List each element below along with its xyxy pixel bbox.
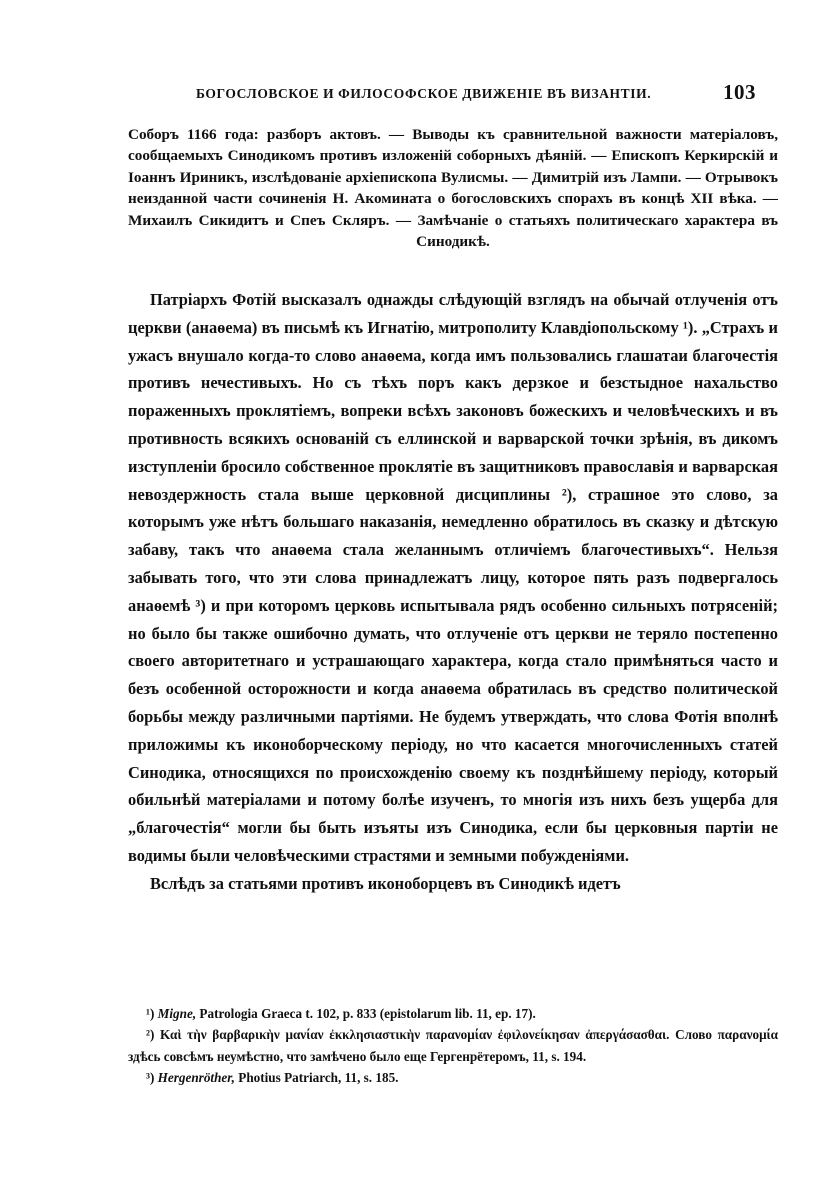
footnote-mark: ³) [146,1070,155,1086]
footnote [128,1003,778,1024]
body-text [128,286,778,898]
footnote-mark: ²) [146,1027,155,1043]
footnote-author: Migne, [157,1006,197,1021]
footnote-text: Patrologia Graeca t. 102, p. 833 (epistolarum lib. 11, ep. 17). [196,1006,536,1021]
running-head [196,80,756,110]
footnote-mark: ¹) [146,1006,155,1021]
running-title: БОГОСЛОВСКОЕ И ФИЛОСОФСКОЕ ДВИЖЕНІЕ ВЪ ВИЗАНТІИ. [196,86,652,101]
page-number: 103 [723,80,756,104]
footnote [128,1024,778,1067]
paragraph: Патріархъ Фотій высказалъ однажды слѣдующій взглядъ на обычай отлученія отъ церкви (анаѳема) въ письмѣ къ Игнатію, митрополиту Клавдіопольскому ¹). „Страхъ и ужасъ внушало когда-то слово анаѳема, когда имъ пользовались глашатаи благочестія противъ нечестивыхъ. Но съ тѣхъ поръ какъ дерзкое и безстыдное нахальство пораженныхъ проклятіемъ, вопреки всѣхъ законовъ божескихъ и человѣческихъ и въ противность всякихъ основаній съ еллинской и варварской точки зрѣнія, въ дикомъ изступленіи бросило собственное проклятіе въ защитниковъ православія и варварская невоздержность стала выше церковной дисциплины ²), страшное это слово, за которымъ уже нѣтъ большаго наказанія, немедленно обратилось въ сказку и дѣтскую забаву, такъ что анаѳема стала желаннымъ отличіемъ благочестивыхъ“. Нельзя забывать того, что эти слова принадлежатъ лицу, которое пять разъ подвергалось анаѳемѣ ³) и при которомъ церковь испытывала рядъ особенно сильныхъ потрясеній; но было бы также ошибочно думать, что отлученіе отъ церкви не теряло постепенно своего авторитетнаго и устрашающаго характера, когда стало примѣняться часто и безъ особенной осторожности и когда анаѳема обратилась въ средство политической борьбы между различными партіями. Не будемъ утверждать, что слова Фотія вполнѣ приложимы къ иконоборческому періоду, но что касается многочисленныхъ статей Синодика, относящихся по происхожденію своему къ позднѣйшему періоду, который обильнѣй матеріалами и потому болѣе изученъ, то многія изъ нихъ безъ ущерба для „благочестія“ могли бы быть изъяты изъ Синодика, если бы церковныя партіи не водимы были человѣческими страстями и земными побужденіями. [128,290,778,865]
footnote [128,1067,778,1088]
footnote-text: Καὶ τὴν βαρβαρικὴν μανίαν ἐκκλησιαστικὴν παρανομίαν ἐφιλονείκησαν ἀπεργάσασθαι. Слово παρανομία здѣсь совсѣмъ неумѣстно, что замѣчено было еще Гергенрётеромъ, 11, s. 194. [128,1027,778,1064]
footnotes [128,1003,778,1089]
footnote-text: Photius Patriarch, 11, s. 185. [234,1070,399,1086]
paragraph: Вслѣдъ за статьями противъ иконоборцевъ въ Синодикѣ идетъ [150,873,621,893]
chapter-summary: Соборъ 1166 года: разборъ актовъ. — Выводы къ сравнительной важности матеріаловъ, сообщаемыхъ Синодикомъ противъ изложеній соборныхъ дѣяній. — Епископъ Керкирскій и Іоаннъ Ириникъ, изслѣдованіе архіепископа Вулисмы. — Димитрій изъ Лампи. — Отрывокъ неизданной части сочиненія Н. Акомината о богословскихъ спорахъ въ концѣ XII вѣка. — Михаилъ Сикидитъ и Спеъ Скляръ. — Замѣчаніе о статьяхъ политическаго характера въ Синодикѣ. [128,126,778,251]
footnote-author: Hergenröther, [157,1070,235,1086]
